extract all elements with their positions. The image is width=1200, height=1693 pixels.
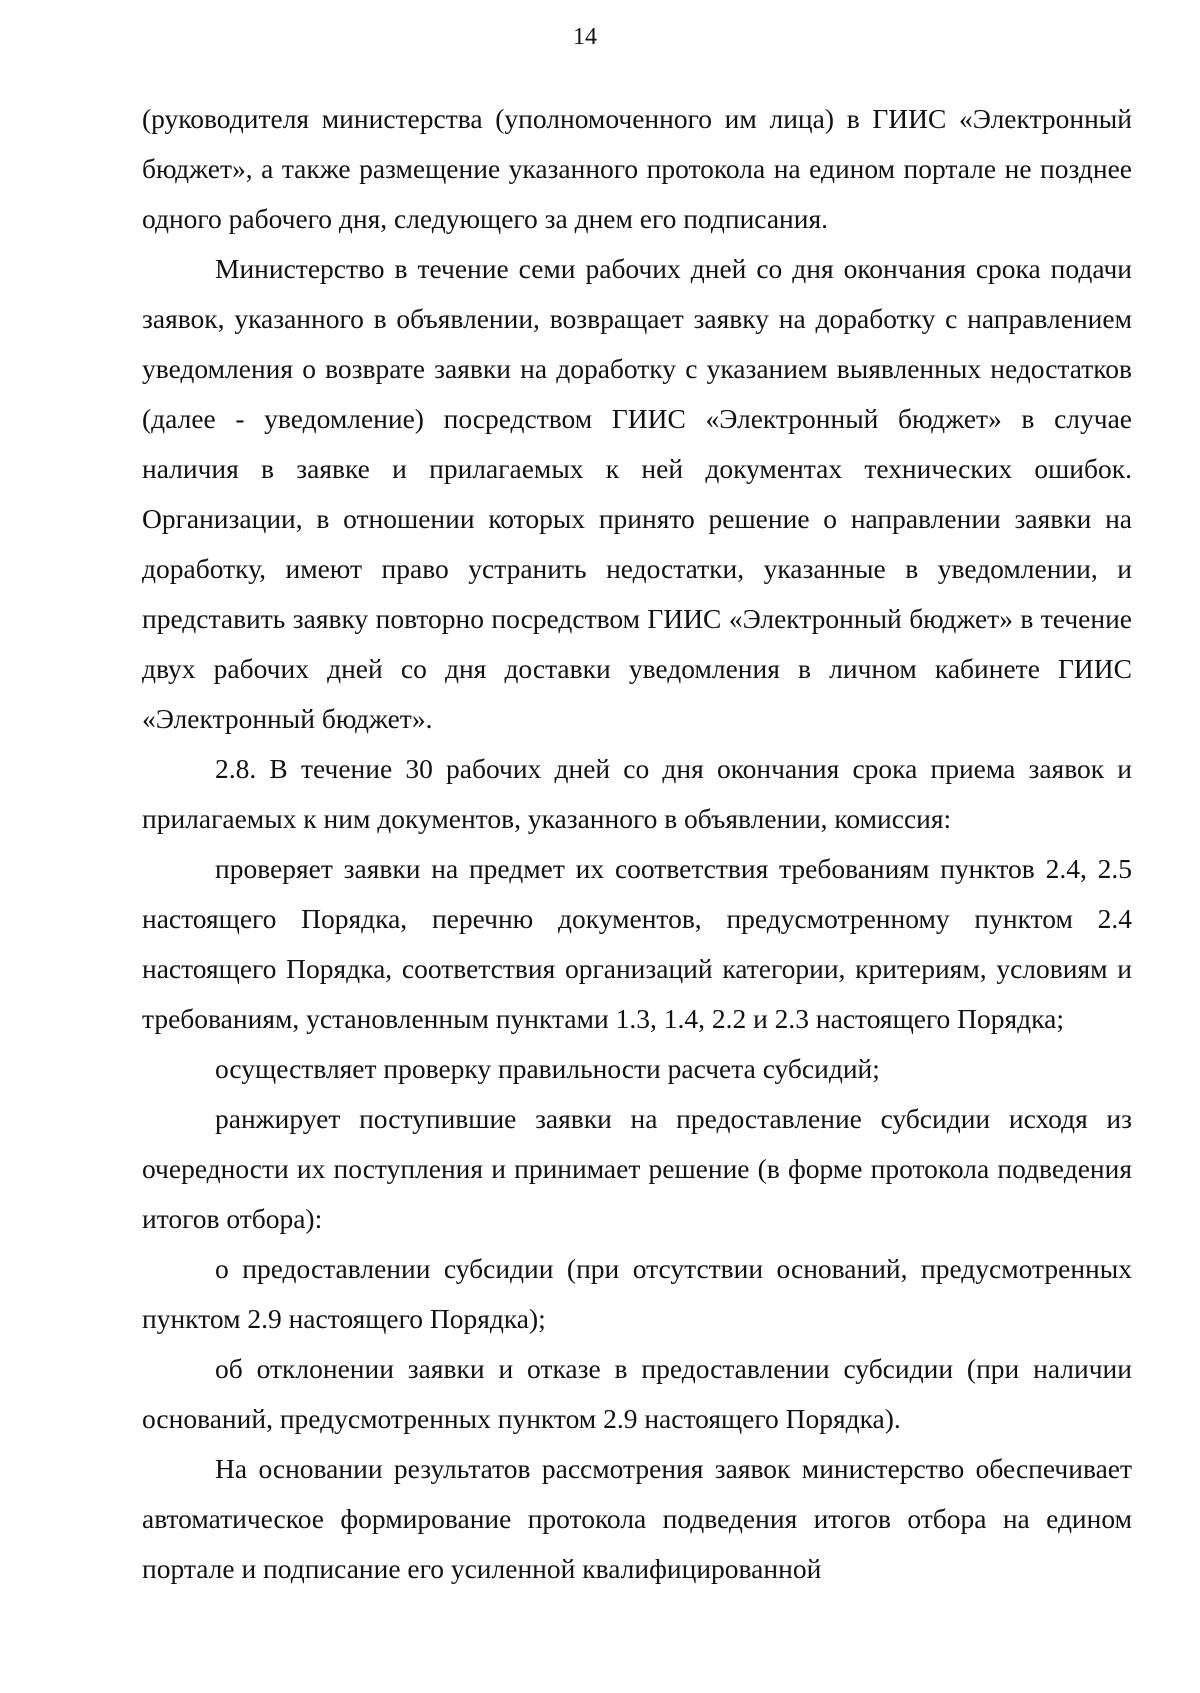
- paragraph: ранжирует поступившие заявки на предоставление субсидии исходя из очередности их поступления и принимает решение (в форме протокола подведения итогов отбора):: [142, 1103, 1132, 1234]
- page-number: 14: [573, 24, 597, 50]
- paragraph: (руководителя министерства (уполномоченного им лица) в ГИИС «Электронный бюджет», а также размещение указанного протокола на едином портале не позднее одного рабочего дня, следующего за днем его подписания.: [142, 103, 1132, 234]
- paragraph: об отклонении заявки и отказе в предоставлении субсидии (при наличии оснований, предусмотренных пунктом 2.9 настоящего Порядка).: [142, 1353, 1132, 1434]
- paragraph: о предоставлении субсидии (при отсутствии оснований, предусмотренных пунктом 2.9 настоящего Порядка);: [142, 1253, 1132, 1334]
- paragraph: 2.8. В течение 30 рабочих дней со дня окончания срока приема заявок и прилагаемых к ним документов, указанного в объявлении, комиссия:: [142, 753, 1132, 834]
- paragraph: На основании результатов рассмотрения заявок министерство обеспечивает автоматическое формирование протокола подведения итогов отбора на едином портале и подписание его усиленной квалифицированной: [142, 1453, 1132, 1584]
- paragraph: Министерство в течение семи рабочих дней со дня окончания срока подачи заявок, указанного в объявлении, возвращает заявку на доработку с направлением уведомления о возврате заявки на доработку с указанием выявленных недостатков (далее - уведомление) посредством ГИИС «Электронный бюджет» в случае наличия в заявке и прилагаемых к ней документах технических ошибок. Организации, в отношении которых принято решение о направлении заявки на доработку, имеют право устранить недостатки, указанные в уведомлении, и представить заявку повторно посредством ГИИС «Электронный бюджет» в течение двух рабочих дней со дня доставки уведомления в личном кабинете ГИИС «Электронный бюджет».: [142, 253, 1132, 734]
- document-body: [142, 94, 1132, 1594]
- paragraph: проверяет заявки на предмет их соответствия требованиям пунктов 2.4, 2.5 настоящего Порядка, перечню документов, предусмотренному пунктом 2.4 настоящего Порядка, соответствия организаций категории, критериям, условиям и требованиям, установленным пунктами 1.3, 1.4, 2.2 и 2.3 настоящего Порядка;: [142, 853, 1132, 1034]
- paragraph: осуществляет проверку правильности расчета субсидий;: [215, 1053, 880, 1084]
